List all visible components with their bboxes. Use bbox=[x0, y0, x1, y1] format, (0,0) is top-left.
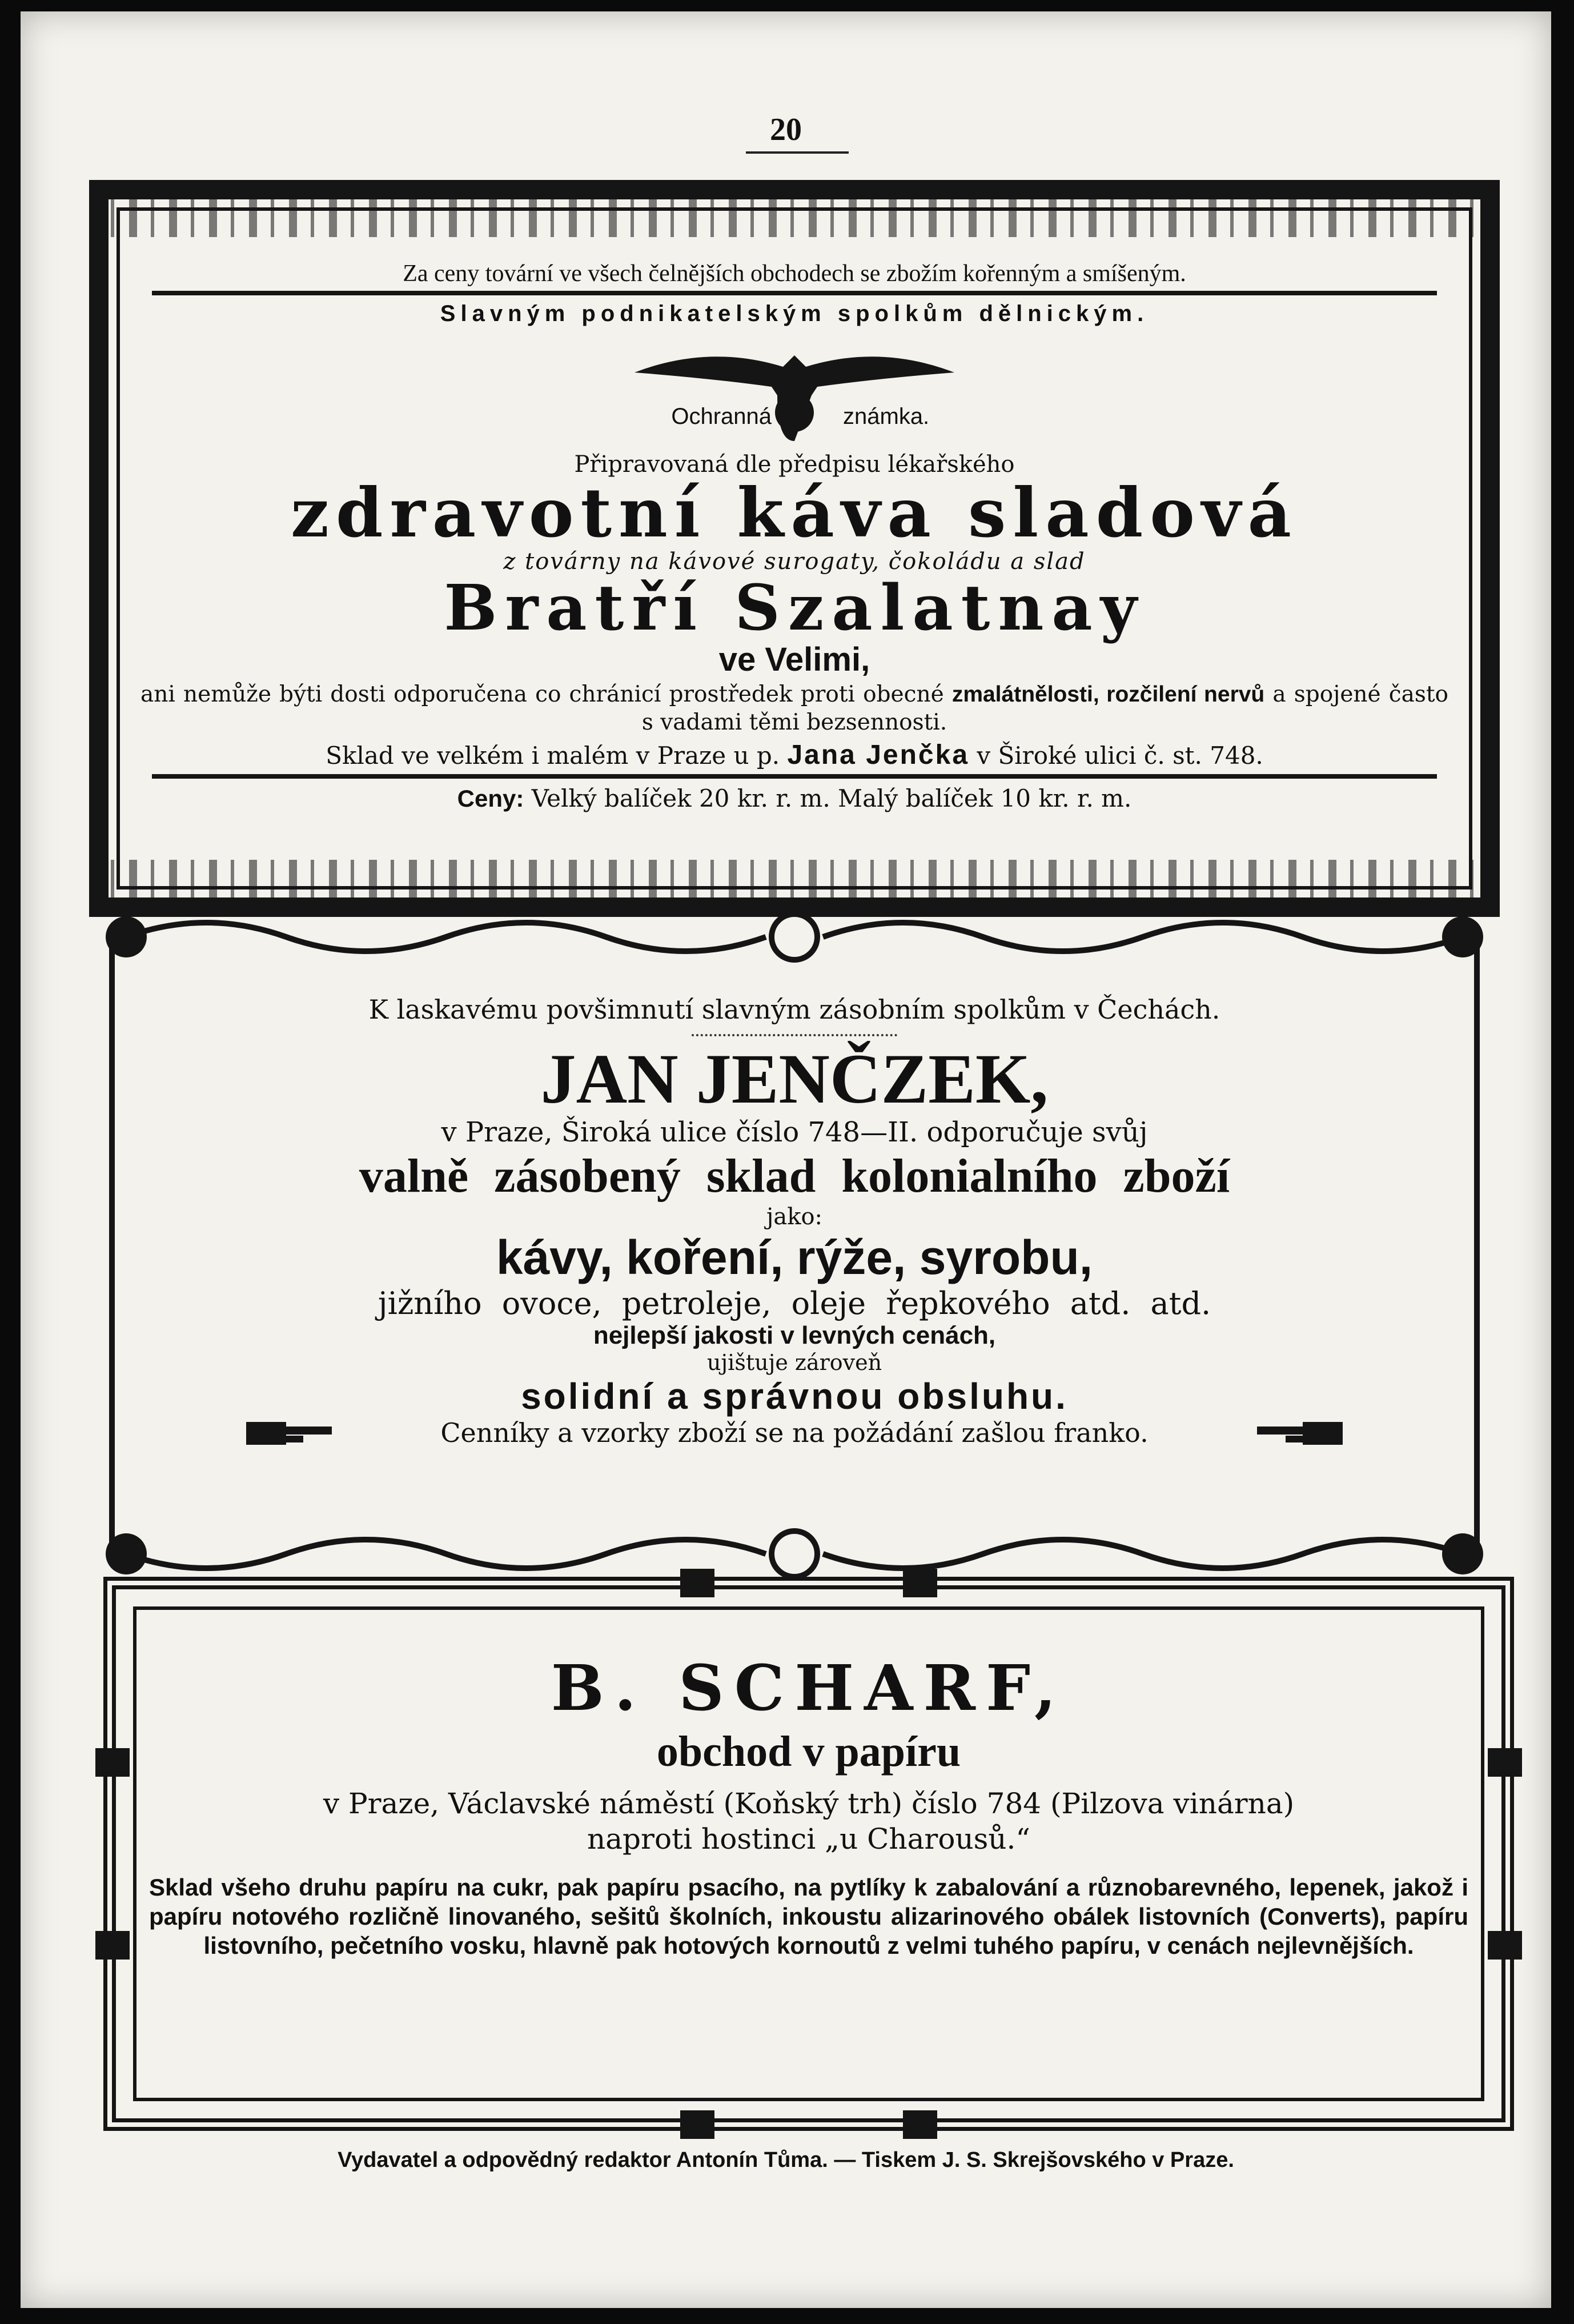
frame-knob bbox=[680, 2110, 714, 2139]
company-place: ve Velimi, bbox=[718, 641, 870, 679]
prices-line: Ceny: Velký balíček 20 kr. r. m. Malý balíček 10 kr. r. m. bbox=[457, 784, 1132, 812]
eagle-icon bbox=[623, 332, 966, 447]
merchant-address: v Praze, Václavské náměstí (Koňský trh) číslo 784 (Pilzova vinárna) bbox=[323, 1787, 1295, 1820]
factory-line: z továrny na kávové surogaty, čokoládu a slad bbox=[503, 548, 1086, 575]
pointing-hand-left-icon bbox=[1257, 1416, 1343, 1449]
business-type: obchod v papíru bbox=[656, 1728, 961, 1776]
goods-list-2: jižního ovoce, petroleje, oleje řepkového atd. atd. bbox=[378, 1285, 1211, 1322]
such-as: jako: bbox=[766, 1204, 823, 1231]
opposite-line: naproti hostinci „u Charousů.“ bbox=[587, 1822, 1030, 1856]
frame-knob bbox=[903, 1569, 937, 1597]
frame-knob bbox=[1488, 1748, 1522, 1777]
goods-list: kávy, koření, rýže, syrobu, bbox=[496, 1231, 1093, 1285]
pointing-hand-right-icon bbox=[246, 1416, 332, 1449]
frame-knob bbox=[95, 1748, 130, 1777]
prepared-line: Připravovaná dle předpisu lékařského bbox=[574, 451, 1015, 478]
assure-line: ujištuje zároveň bbox=[706, 1350, 882, 1376]
divider bbox=[152, 291, 1437, 295]
wavy-rule bbox=[692, 1029, 897, 1036]
factory-prices-line: Za ceny tovární ve všech čelnějších obchodech se zbožím kořenným a smíšeným. bbox=[403, 261, 1186, 287]
merchant-name: B. SCHARF, bbox=[551, 1651, 1067, 1725]
company-name: Bratří Szalatnay bbox=[444, 570, 1145, 644]
intro-line: K laskavému povšimnutí slavným zásobním spolkům v Čechách. bbox=[368, 994, 1220, 1025]
recommendation-paragraph: ani nemůže býti dosti odporučena co chránicí prostředek proti obecné zmalátnělosti, rozčilení nervů a spojené často s vadami těmi bezsennosti. bbox=[140, 682, 1449, 736]
frame-knob bbox=[1488, 1931, 1522, 1960]
page bbox=[21, 11, 1551, 2308]
pricelist-line: Cenníky a vzorky zboží se na požádání zašlou franko. bbox=[166, 1417, 1423, 1448]
page-number-rule bbox=[746, 151, 849, 154]
dedication: Slavným podnikatelským spolkům dělnickým. bbox=[440, 301, 1149, 326]
trademark-label-left: Ochranná bbox=[671, 404, 772, 429]
trademark bbox=[175, 332, 1414, 447]
product-name: zdravotní káva sladová bbox=[291, 473, 1298, 552]
frame-knob bbox=[95, 1931, 130, 1960]
frame-knob bbox=[680, 1569, 714, 1597]
merchant-address: v Praze, Široká ulice číslo 748—II. odporučuje svůj bbox=[441, 1116, 1148, 1149]
stock-headline: valně zásobený sklad kolonialního zboží bbox=[359, 1149, 1230, 1203]
divider bbox=[152, 774, 1437, 779]
advert-scharf bbox=[103, 1577, 1514, 2131]
advert-szalatnay bbox=[89, 180, 1500, 917]
service-line: solidní a správnou obsluhu. bbox=[521, 1376, 1068, 1417]
stock-paragraph: Sklad všeho druhu papíru na cukr, pak papíru psacího, na pytlíky k zabalování a různobarevného, lepenek, jakož i papíru notového rozličně linovaného, sešitů školních, inkoustu alizarinového obálek listovních (Converts), papíru listovního, pečetního vosku, hlavně pak hotových kornoutů z velmi tuhého papíru, v cenách nejlevnějších. bbox=[149, 1874, 1468, 1960]
advert-jenczek bbox=[92, 908, 1497, 1582]
imprint-footer: Vydavatel a odpovědný redaktor Antonín Tůma. — Tiskem J. S. Skrejšovského v Praze. bbox=[338, 2148, 1234, 2172]
page-number: 20 bbox=[770, 112, 802, 147]
frame-knob bbox=[903, 2110, 937, 2139]
merchant-name: JAN JENČZEK, bbox=[540, 1040, 1049, 1118]
warehouse-line: Sklad ve velkém i malém v Praze u p. Jana Jenčka v Široké ulici č. st. 748. bbox=[326, 739, 1263, 770]
quality-line: nejlepší jakosti v levných cenách, bbox=[593, 1321, 996, 1350]
trademark-label-right: známka. bbox=[843, 404, 930, 429]
